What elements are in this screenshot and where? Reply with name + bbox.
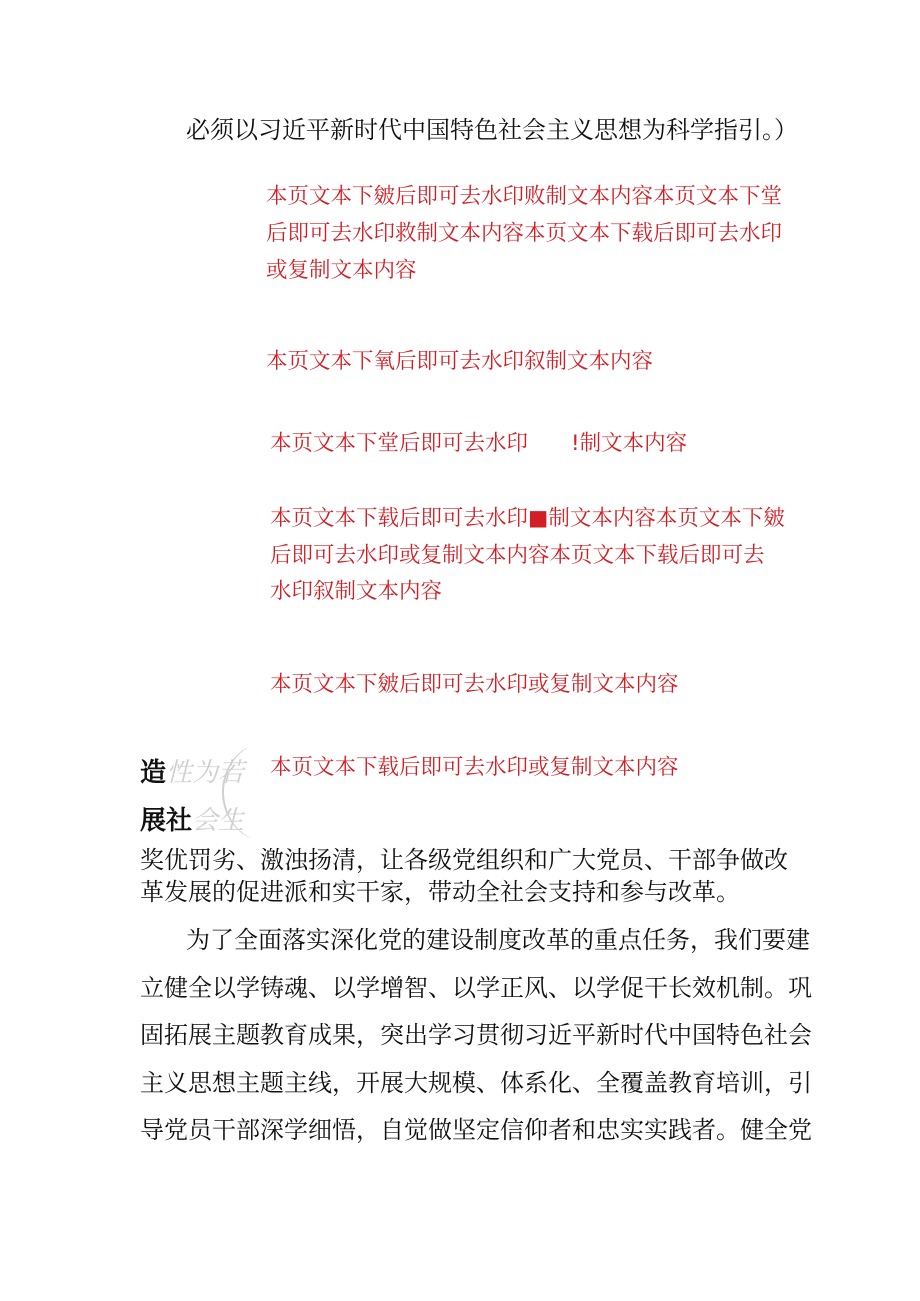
watermark-line: 本页文本下氧后即可去水印叙制文本内容	[266, 349, 654, 374]
paragraph-line: 立健全以学铸魂、以学增智、以学正风、以学促干长效机制。巩	[140, 974, 812, 1002]
scan-text-faint: 性为若	[166, 758, 245, 788]
scan-row-1	[140, 760, 244, 786]
paragraph-line: 导党员干部深学细悟，自觉做坚定信仰者和忠实实践者。健全党	[140, 1116, 812, 1144]
paragraph-line: 主义思想主题主线，开展大规模、体系化、全覆盖教育培训，引	[140, 1069, 812, 1097]
scanned-fragment	[130, 748, 250, 844]
watermark-line: 后即可去水印救制文本内容本页文本下载后即可去水印	[266, 221, 783, 246]
paragraph-line: 固拓展主题教育成果，突出学习贯彻习近平新时代中国特色社会	[140, 1021, 812, 1049]
scan-text-clear: 造	[140, 758, 167, 788]
watermark-line: 本页文本下载后即可去水印■制文本内容本页文本下皴	[270, 506, 785, 531]
watermark-line: 本页文本下载后即可去水印或复制文本内容	[270, 755, 679, 780]
paragraph-line: 奖优罚劣、激浊扬清，让各级党组织和广大党员、干部争做改	[140, 846, 788, 874]
paragraph-line: 革发展的促进派和实干家，带动全社会支持和参与改革。	[140, 878, 740, 906]
watermark-line: 本页文本下皴后即可去水印败制文本内容本页文本下堂	[266, 184, 783, 209]
paragraph-line: 为了全面落实深化党的建设制度改革的重点任务，我们要建	[186, 926, 810, 954]
scan-text-clear: 展社	[140, 806, 193, 836]
watermark-line: 后即可去水印或复制文本内容本页文本下载后即可去	[270, 543, 765, 568]
watermark-line: 或复制文本内容	[266, 258, 417, 283]
scan-text-faint: 会生	[192, 806, 245, 836]
watermark-line: 本页文本下堂后即可去水印 !制文本内容	[270, 431, 688, 456]
top-line: 必须以习近平新时代中国特色社会主义思想为科学指引。）	[186, 116, 798, 144]
scan-row-2	[140, 808, 244, 834]
watermark-line: 本页文本下皴后即可去水印或复制文本内容	[270, 672, 679, 697]
watermark-line: 水印叙制文本内容	[270, 579, 443, 604]
